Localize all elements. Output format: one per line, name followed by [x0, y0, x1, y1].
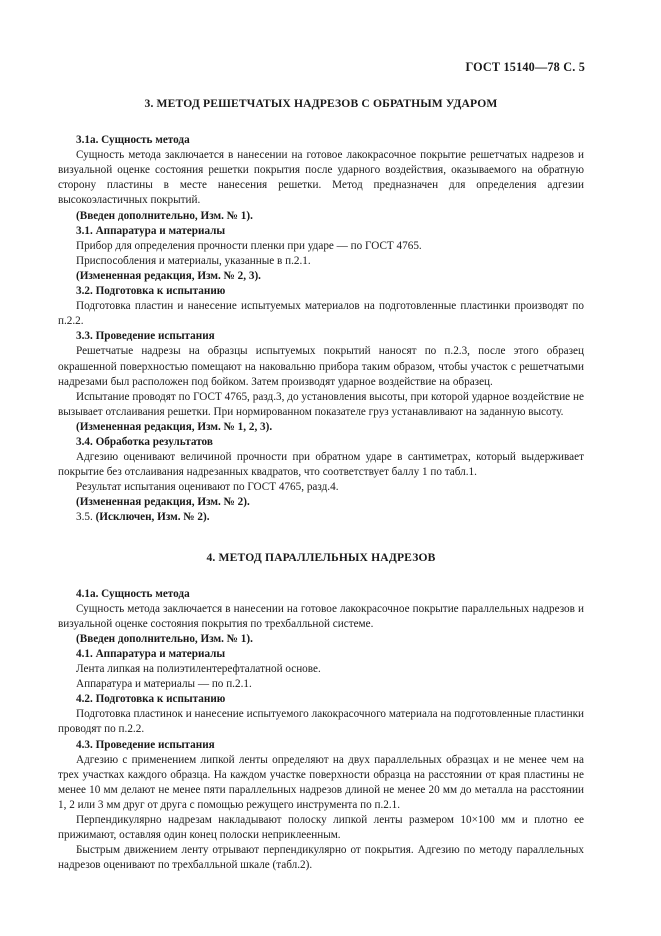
paragraph-3-4-b: Результат испытания оценивают по ГОСТ 4765, разд.4.	[76, 481, 339, 494]
amendment-note-3-4: (Измененная редакция, Изм. № 2).	[76, 496, 250, 509]
paragraph-3-4-a: Адгезию оценивают величиной прочности при обратном ударе в сантиметрах, который выдерживает покрытие без отслаивания надрезанных квадратов, что соответствует баллу 1 по табл.1.	[58, 451, 584, 479]
subsection-4-3-heading: 4.3. Проведение испытания	[76, 738, 215, 751]
amendment-note-3-1: (Измененная редакция, Изм. № 2, 3).	[76, 269, 261, 282]
section-3-title: 3. МЕТОД РЕШЕТЧАТЫХ НАДРЕЗОВ С ОБРАТНЫМ УДАРОМ	[144, 97, 498, 110]
clause-3-5-excluded-note: (Исключен, Изм. № 2).	[95, 511, 210, 524]
paragraph-3-3-a: Решетчатые надрезы на образцы испытуемых покрытий наносят по п.2.3, после этого образец окрашенной поверхностью помещают на наковальню прибора таким образом, чтобы участок с решетчатыми надрезами был расположен под бойком. Затем производят ударное воздействие на образец.	[58, 345, 584, 388]
amendment-note-3-1a: (Введен дополнительно, Изм. № 1).	[76, 209, 253, 222]
paragraph-4-3-a: Адгезию с применением липкой ленты определяют на двух параллельных образцах и не менее чем на трех участках каждого образца. На каждом участке поверхности образца на расстоянии от края пластины не менее 10 мм делают не менее пяти параллельных надрезов длиной не менее 20 мм до металла на расстоянии 1, 2 или 3 мм друг от друга с помощью режущего инструмента по п.2.1.	[58, 753, 584, 811]
paragraph-3-1-device: Прибор для определения прочности пленки при ударе — по ГОСТ 4765.	[76, 239, 422, 252]
paragraph-3-3-b: Испытание проводят по ГОСТ 4765, разд.3, до установления высоты, при которой ударное воздействие не вызывает отслаивания решетки. При нормированном показателе груз устанавливают на заданную высоту.	[58, 390, 584, 418]
paragraph-4-2: Подготовка пластинок и нанесение испытуемого лакокрасочного материала на подготовленные пластинки проводят по п.2.2.	[58, 708, 584, 736]
subsection-4-1-heading: 4.1. Аппаратура и материалы	[76, 648, 226, 660]
page-header: ГОСТ 15140—78 С. 5	[465, 60, 585, 74]
paragraph-3-1-materials: Приспособления и материалы, указанные в п.2.1.	[76, 254, 311, 267]
paragraph-4-1-equipment: Аппаратура и материалы — по п.2.1.	[76, 678, 252, 691]
paragraph-4-3-c: Быстрым движением ленту отрывают перпендикулярно от покрытия. Адгезию по методу параллельных надрезов оценивают по трехбалльной шкале (табл.2).	[58, 844, 584, 872]
paragraph-4-3-b: Перпендикулярно надрезам накладывают полоску липкой ленты размером 10×100 мм и плотно ее прижимают, оставляя один конец полоски неприклеенным.	[58, 814, 584, 842]
subsection-3-4-heading: 3.4. Обработка результатов	[76, 435, 213, 448]
subsection-4-2-heading: 4.2. Подготовка к испытанию	[76, 693, 226, 706]
amendment-note-3-3: (Измененная редакция, Изм. № 1, 2, 3).	[76, 420, 273, 433]
amendment-note-4-1a: (Введен дополнительно, Изм. № 1).	[76, 632, 253, 645]
paragraph-3-1a: Сущность метода заключается в нанесении на готовое лакокрасочное покрытие решетчатых надрезов и визуальной оценке состояния решетки покрытия после ударного воздействия, оказываемого на обратную сторону пластины в месте нанесения решетки. Метод предназначен для определения адгезии высокоэластичных покрытий.	[58, 149, 584, 207]
paragraph-3-2: Подготовка пластин и нанесение испытуемых материалов на подготовленные пластинки производят по п.2.2.	[58, 300, 584, 328]
clause-3-5-number: 3.5.	[76, 511, 93, 524]
subsection-3-1-heading: 3.1. Аппаратура и материалы	[76, 224, 226, 237]
subsection-3-3-heading: 3.3. Проведение испытания	[76, 330, 215, 343]
subsection-3-2-heading: 3.2. Подготовка к испытанию	[76, 285, 226, 298]
paragraph-4-1-tape: Лента липкая на полиэтилентерефталатной основе.	[76, 663, 321, 676]
section-4-title: 4. МЕТОД ПАРАЛЛЕЛЬНЫХ НАДРЕЗОВ	[206, 550, 436, 564]
page-content	[58, 86, 584, 873]
paragraph-4-1a: Сущность метода заключается в нанесении на готовое лакокрасочное покрытие параллельных надрезов и визуальной оценке состояния покрытия по трехбалльной системе.	[58, 602, 584, 630]
subsection-3-1a-heading: 3.1а. Сущность метода	[76, 134, 190, 147]
paragraph-3-5	[58, 510, 584, 525]
subsection-4-1a-heading: 4.1а. Сущность метода	[76, 587, 190, 600]
